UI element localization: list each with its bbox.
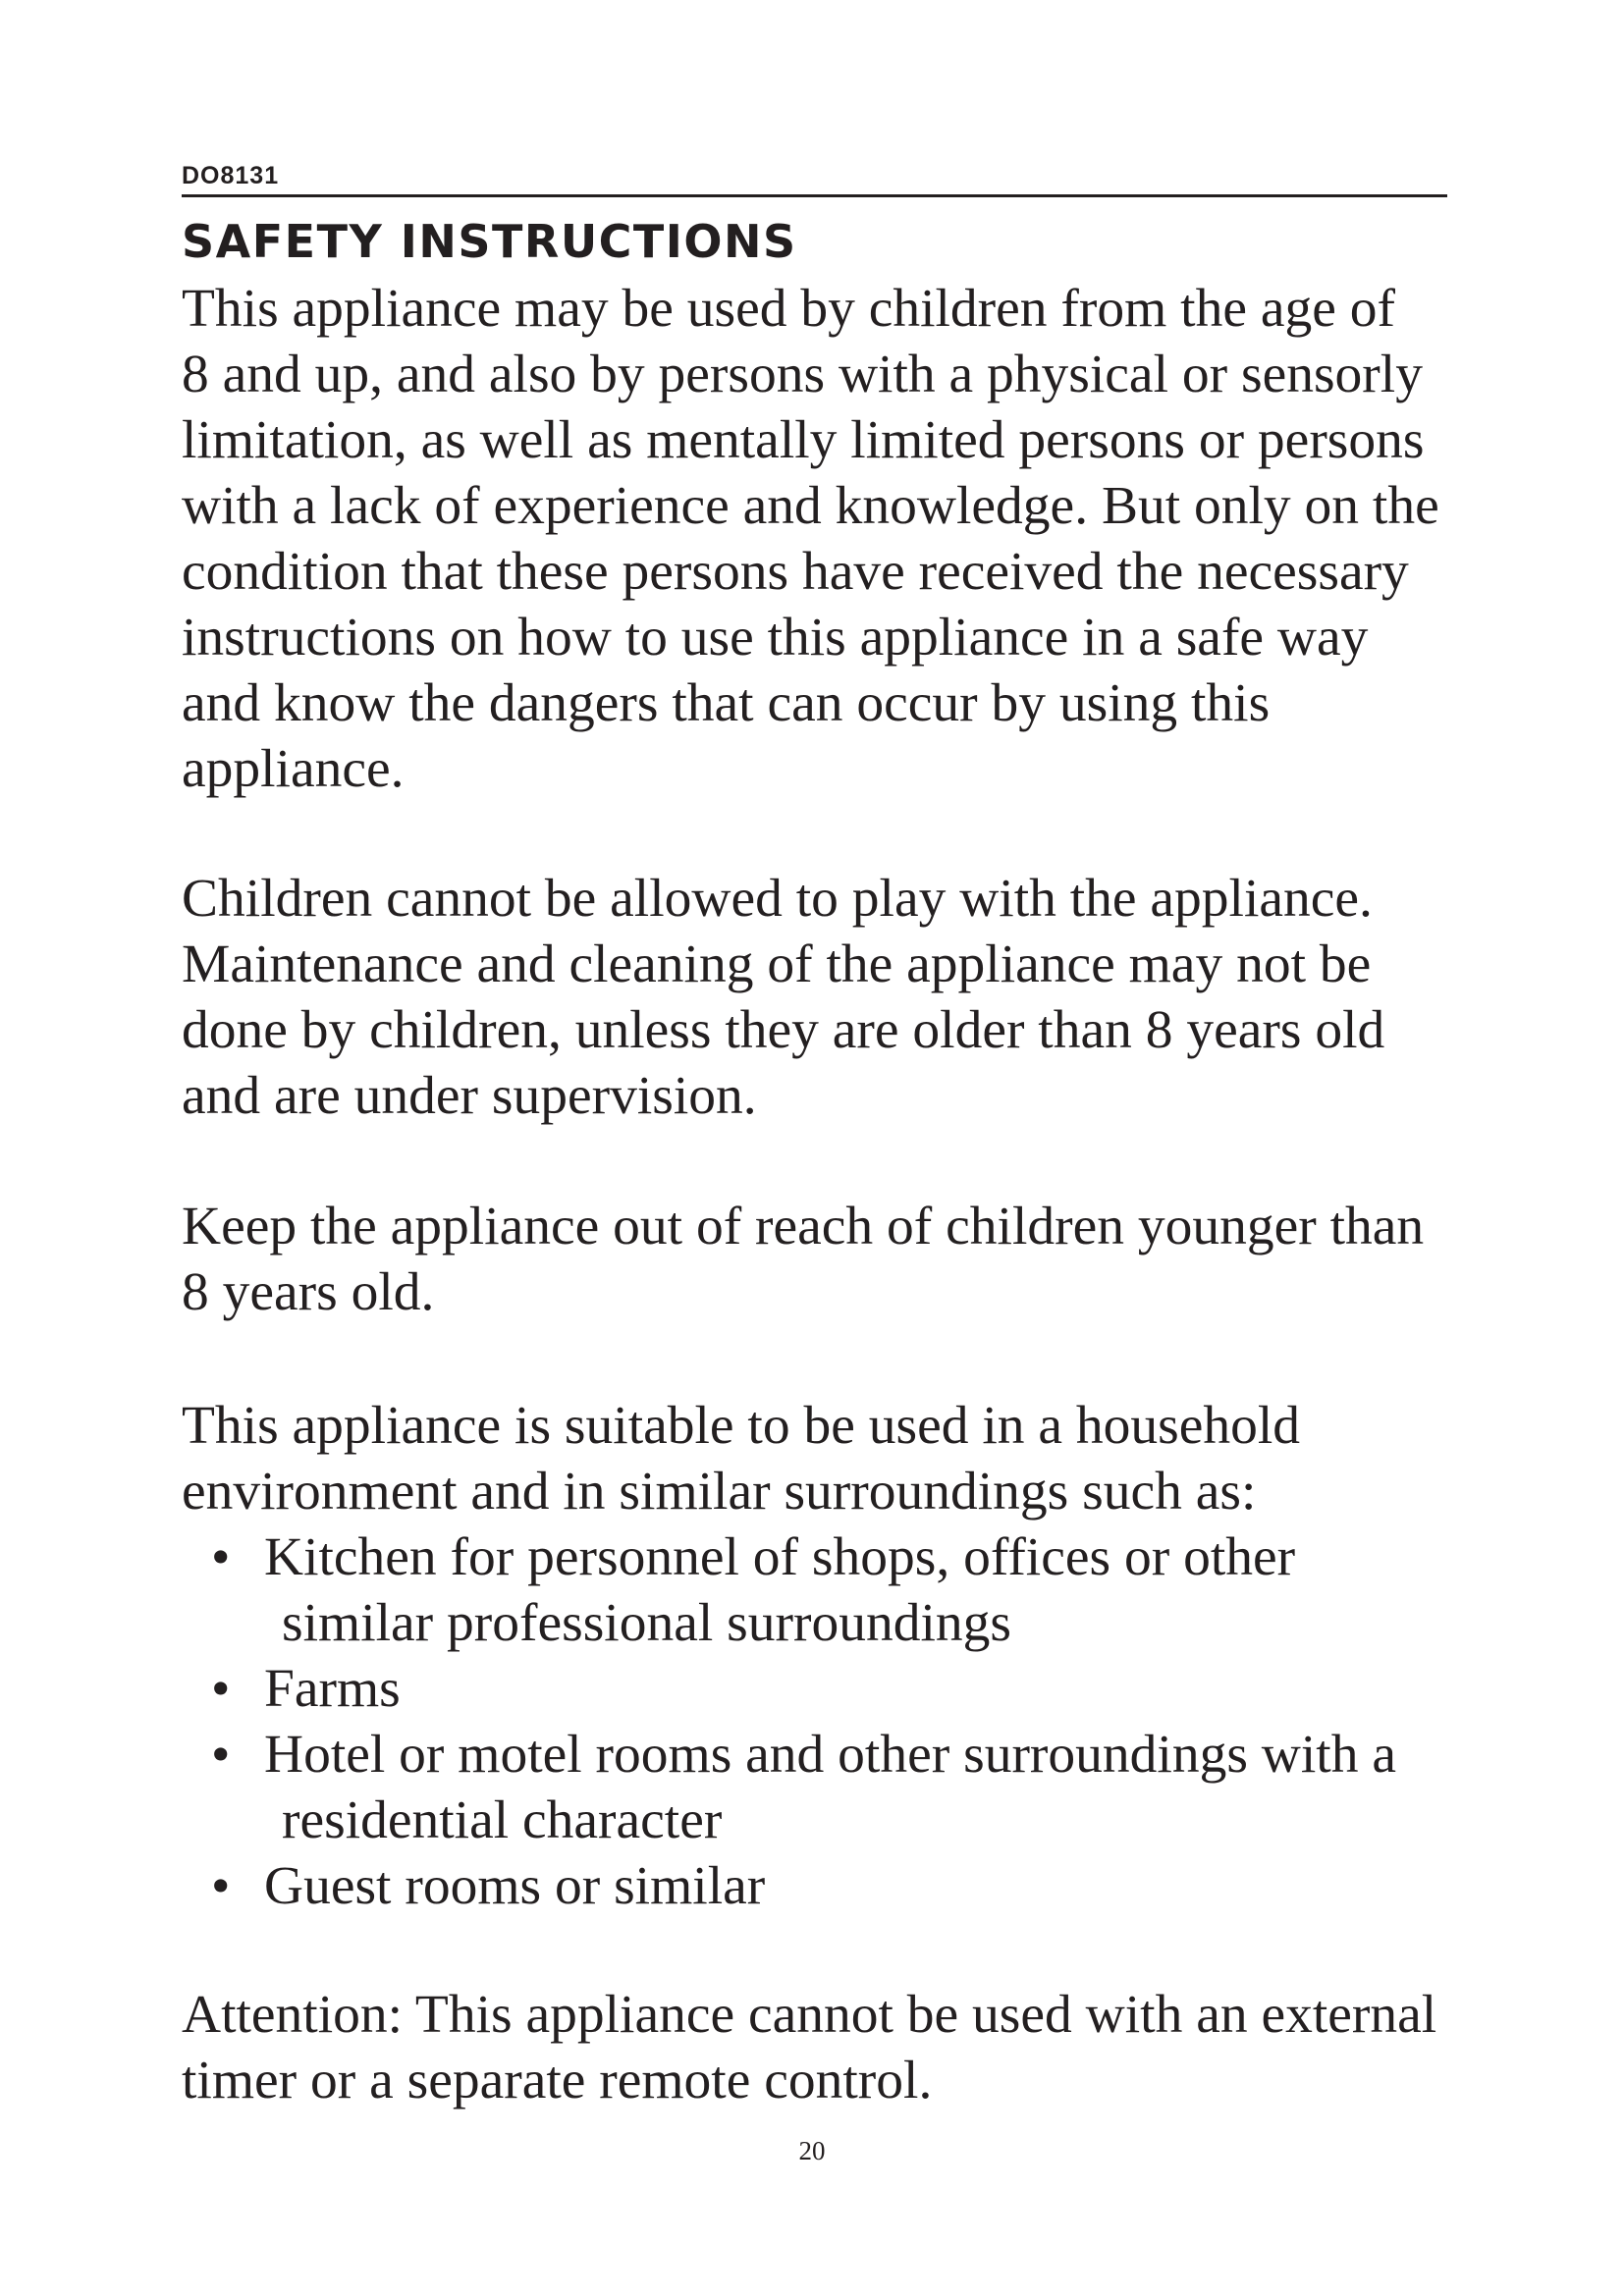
paragraph-line: with a lack of experience and knowledge. But only on the — [182, 476, 1439, 536]
list-item — [182, 1656, 1396, 1722]
paragraph-line: This appliance may be used by children from the age of — [182, 279, 1395, 339]
paragraph-line: environment and in similar surroundings such as: — [182, 1462, 1257, 1522]
list-item — [182, 1722, 1396, 1853]
paragraph-line: condition that these persons have received the necessary — [182, 542, 1409, 602]
paragraph-line: This appliance is suitable to be used in a household — [182, 1396, 1301, 1456]
list-item-line: Farms — [264, 1659, 401, 1719]
paragraph-line: Maintenance and cleaning of the appliance may not be — [182, 934, 1372, 994]
page-number: 20 — [798, 2136, 826, 2165]
paragraph-line: timer or a separate remote control. — [182, 2051, 933, 2110]
section-title: SAFETY INSTRUCTIONS — [182, 215, 797, 268]
paragraph-line: Keep the appliance out of reach of children younger than — [182, 1197, 1425, 1256]
paragraph-attention — [182, 1982, 1458, 2113]
header-divider — [182, 194, 1447, 197]
list-item-line: similar professional surroundings — [282, 1593, 1011, 1653]
list-item-line: Kitchen for personnel of shops, offices or other — [264, 1527, 1296, 1587]
list-item-line: residential character — [282, 1790, 723, 1850]
bullet-icon: • — [211, 1527, 231, 1587]
paragraph-line: and know the dangers that can occur by using this — [182, 673, 1271, 733]
paragraph-household-use — [182, 1393, 1458, 1524]
paragraph-children-play — [182, 866, 1458, 1129]
paragraph-line: and are under supervision. — [182, 1066, 757, 1126]
paragraph-line: done by children, unless they are older than 8 years old — [182, 1000, 1385, 1060]
list-item-line: Hotel or motel rooms and other surroundings with a — [264, 1725, 1396, 1785]
paragraph-line: 8 and up, and also by persons with a physical or sensorly — [182, 345, 1423, 404]
surroundings-list — [182, 1524, 1396, 1919]
list-item-line: Guest rooms or similar — [264, 1856, 766, 1916]
paragraph-keep-out-of-reach — [182, 1194, 1458, 1325]
paragraph-age-requirements — [182, 276, 1458, 802]
paragraph-line: appliance. — [182, 739, 405, 799]
bullet-icon: • — [211, 1856, 231, 1916]
paragraph-line: Attention: This appliance cannot be used with an external — [182, 1985, 1437, 2045]
list-item — [182, 1853, 1396, 1919]
bullet-icon: • — [211, 1725, 231, 1785]
model-code: DO8131 — [182, 162, 280, 189]
paragraph-line: Children cannot be allowed to play with the appliance. — [182, 869, 1373, 929]
paragraph-line: 8 years old. — [182, 1262, 435, 1322]
paragraph-line: limitation, as well as mentally limited persons or persons — [182, 410, 1425, 470]
paragraph-line: instructions on how to use this appliance in a safe way — [182, 608, 1369, 667]
list-item — [182, 1524, 1396, 1656]
bullet-icon: • — [211, 1659, 231, 1719]
